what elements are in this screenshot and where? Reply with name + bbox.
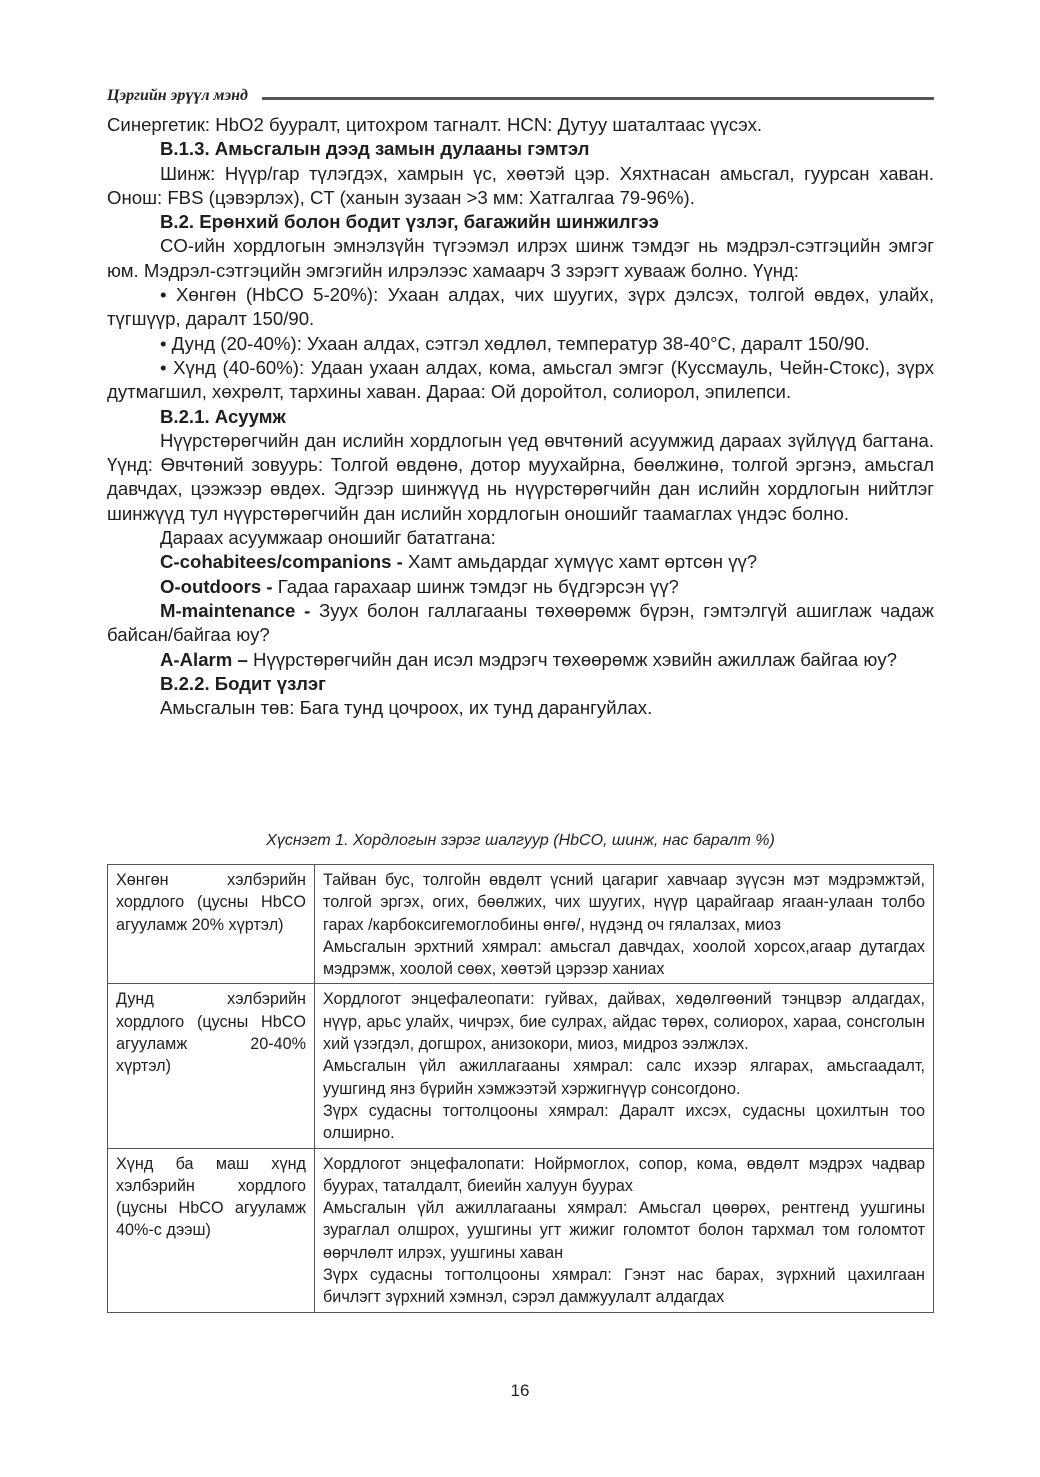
table-row [108,1148,934,1312]
body-text [107,113,934,720]
paragraph-b2-intro: CO-ийн хордлогын эмнэлзүйн түгээмэл илрэх шинж тэмдэг нь мэдрэл-сэтгэцийн эмгэг юм. Мэдрэл-сэтгэцийн эмгэгийн илрэлээс хамаарч 3 зэрэгт хуваaж болно. Үүнд: [107,235,934,281]
symptoms-cell [315,984,934,1148]
section-heading-b22: B.2.2. Бодит үзлэг [160,672,326,694]
cooma-text: Хамт амьдардаг хүмүүс хамт өртсөн үү? [407,551,758,573]
table-caption: Хүснэгт 1. Хордлогын зэрэг шалгуур (HbCO, шинж, нас баралт %) [266,832,775,849]
severity-cell: Дунд хэлбэрийн хордлого (цусны HbCO агууламж 20-40% хүртэл) [108,984,315,1148]
cooma-text: Гадаа гарахаар шинж тэмдэг нь бүдгэрсэн үү? [277,575,679,597]
paragraph-synergy: Синергетик: HbO2 буурaлт, цитохром тагналт. HCN: Дутуу шаталтаас үүсэх. [107,114,763,135]
cooma-term: M-maintenance [160,599,296,621]
cooma-item-m [107,599,934,648]
running-title: Цэргийн эрүүл мэнд [107,87,248,104]
cooma-term: A-Alarm [160,648,233,670]
section-heading-b13: B.1.3. Амьсгалын дээд замын дулааны гэмтэл [160,138,590,160]
severity-criteria-table [107,864,934,1313]
symptom-line: Зүрх судасны тогтолцооны хямрал: Гэнэт нас барах, зүрхний цахилгаан бичлэгт зүрхний хэмнэл, сэрэл дамжуулалт алдагдах [323,1266,925,1307]
severity-cell: Хүнд ба маш хүнд хэлбэрийн хордлого (цусны HbCO агууламж 40%-с дээш) [108,1148,315,1312]
symptom-line: Зүрх судасны тогтолцооны хямрал: Даралт ихсэх, судасны цохилтын тоо олширно. [323,1101,925,1143]
symptom-line: Тайван бус, толгойн өвдөлт үсний цагариг хавчаар зүүсэн мэт мэдрэмжтэй, толгой эргэх, огих, бөөлжих, чих шуугих, нүүр царайгаар ягаан-улаан толбо гарах /карбоксигемоглобины өнгө/, нүдэнд оч гялалзах, миоз [323,871,925,934]
cooma-separator: - [391,551,408,573]
header-rule [262,97,934,100]
page-number: 16 [510,1381,530,1400]
symptoms-cell [315,865,934,984]
paragraph-b13-signs: Шинж: Нүүр/гар түлэгдэх, хамрын үс, хөөтэй цэр. Хяхтнасан амьсгал, гуурсан хаван. Онош: FBS (цэвэрлэх), CT (ханын зузаан >3 мм: Хатгалгаа 79-96%). [107,162,934,208]
cooma-item-a [107,648,934,672]
cooma-item-o [107,575,934,599]
symptom-line: Хордлогот энцефалеопати: гуйвах, дайвах, хөдөлгөөний тэнцвэр алдагдах, нүүр, арьс улайх, чичрэх, бие сулрах, айдас төрөх, солиорох, хараа, сонсголын хий үзэгдэл, догшрох, анизокори, миоз, мидроз ээлжлэх. [323,990,925,1054]
severity-cell: Хөнгөн хэлбэрийн хордлого (цусны HbCO агууламж 20% хүртэл) [108,865,315,984]
paragraph-b21-history: Нүүрстөрөгчийн дан ислийн хордлогын үед өвчтөний асуумжид дараах зүйлүүд багтана. Үүнд: Өвчтөний зовуурь: Толгой өвдөнө, дотор муухайрна, бөөлжинө, толгой эргэнэ, амьсгал давчдах, цээжээр өвдөх. Эдгээр шинжүүд нь нүүрстөрөгчийн дан ислийн хордлогын нийтлэг шинжүүд тул нүүрстөрөгчийн дан ислийн хордлогын оношийг таамаглах үндэс болно. [107,429,934,524]
symptoms-cell [315,1148,934,1312]
symptom-line: Хордлогот энцефалопати: Нойрмоглох, сопор, кома, өвдөлт мэдрэх чадвар буурах, таталдалт, биеийн халуун буурах [323,1154,925,1195]
section-heading-b21: B.2.1. Асуумж [160,405,286,427]
section-heading-b2: B.2. Ерөнхий болон бодит үзлэг, багажийн шинжилгээ [160,211,659,233]
symptom-line: Амьсгалын үйл ажиллагааны хямрал: салс ихээр ялгарах, амьсгаадалт, уушгинд янз бүрийн хэмжээтэй хэржигнүүр сонсогдоно. [323,1057,925,1098]
cooma-separator: - [261,575,278,597]
cooma-separator: – [232,648,254,670]
paragraph-confirm: Дараах асуумжаар оношийг бататгана: [160,527,496,549]
bullet-mild: • Хөнгөн (HbCO 5-20%): Ухаан алдах, чих шуугих, зүрх дэлсэх, толгой өвдөх, улайх, түгшүүр, даралт 150/90. [107,284,934,330]
cooma-term: C-cohabitees/companions [160,551,392,573]
symptom-line: Амьсгалын үйл ажиллагааны хямрал: Амьсгал цөөрөх, рентгенд уушгины зураглал олшрох, уушгины угт жижиг голомтот болон тархмал том голомтот өөрчлөлт илрэх, уушгины хаван [323,1199,925,1262]
cooma-text: Нүүрстөрөгчийн дан исэл мэдрэгч төхөөрөмж хэвийн ажиллаж байгаа юу? [253,648,898,670]
symptom-line: Амьсгалын эрхтний хямрал: амьсгал давчдах, хоолой хорсох,агаар дутагдах мэдрэмж, хоолой сөөх, хөөтэй цэрээр ханиах [323,937,925,979]
paragraph-b22-exam: Амьсгалын төв: Бага тунд цочроох, их тунд дарангуйлах. [160,697,653,719]
cooma-item-c [107,550,934,574]
running-header [107,84,934,108]
cooma-term: O-outdoors [160,575,262,597]
bullet-moderate: • Дунд (20-40%): Ухаан алдах, сэтгэл хөдлөл, температур 38-40°C, даралт 150/90. [160,332,870,354]
bullet-severe: • Хүнд (40-60%): Удаан ухаан алдах, кома, амьсгал эмгэг (Куссмауль, Чейн-Стокс), зүрх дутмагшил, хөхрөлт, тархины хаван. Дараа: Ой доройтол, солиорол, эпилепси. [107,356,934,403]
table-row [108,865,934,984]
cooma-separator: - [295,599,319,621]
cooma-text: Зуух болон галлагааны төхөөрөмж бүрэн, гэмтэлгүй ашиглаж чадаж байсан/байгаа юу? [107,599,934,646]
table-row [108,984,934,1148]
